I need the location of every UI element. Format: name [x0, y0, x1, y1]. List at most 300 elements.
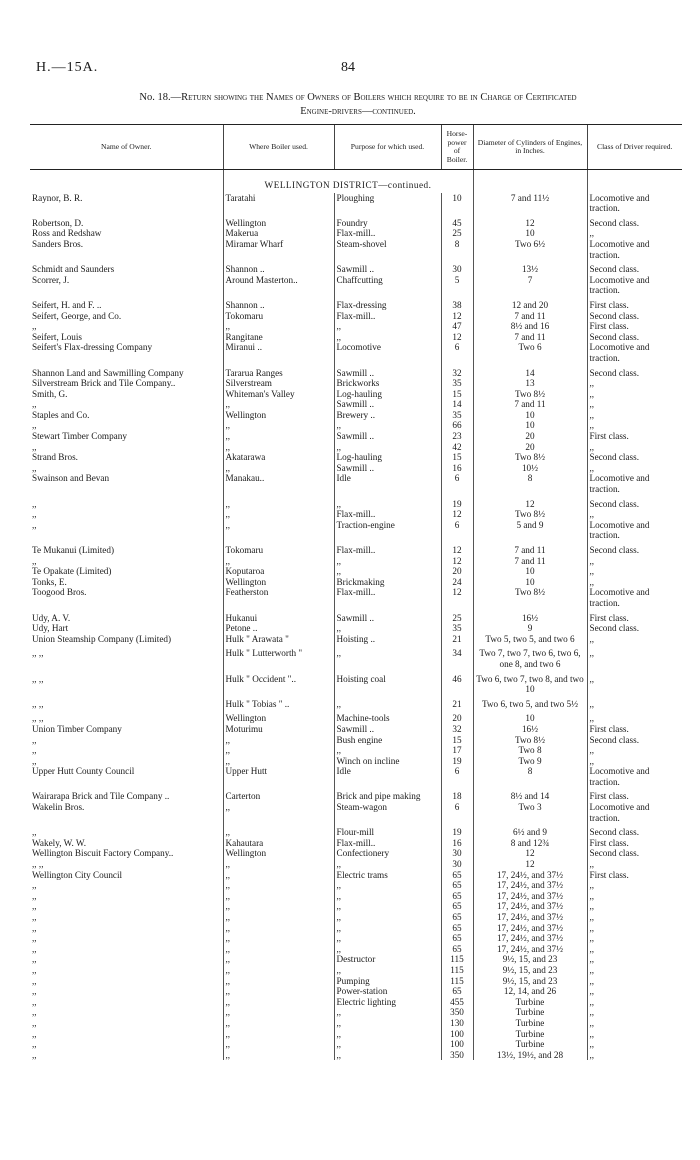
cell-class: First class.: [587, 791, 682, 802]
cell-diameter: 12: [473, 499, 587, 510]
cell-owner: ,,: [32, 420, 37, 431]
cell-diameter: 10: [473, 228, 587, 239]
cell-horsepower: 10: [441, 193, 473, 214]
cell-diameter: 6½ and 9: [473, 827, 587, 838]
table-row: [30, 791, 682, 802]
cell-where: ,,: [223, 420, 334, 431]
cell-purpose: Locomotive: [334, 342, 441, 363]
cell-purpose: ,,: [334, 420, 441, 431]
cell-horsepower: 20: [441, 566, 473, 577]
cell-purpose: Steam-shovel: [334, 239, 441, 260]
cell-where: Tokomaru: [223, 311, 334, 322]
cell-owner: ,,: [32, 996, 37, 1007]
table-row: [30, 891, 682, 902]
table-row: [30, 976, 682, 987]
cell-purpose: Sawmill ..: [334, 613, 441, 624]
cell-diameter: Two 7, two 7, two 6, two 6, one 8, and two 6: [473, 648, 587, 669]
cell-purpose: ,,: [334, 965, 441, 976]
cell-diameter: 17, 24½, and 37½: [473, 923, 587, 934]
cell-owner: Sanders Bros.: [32, 238, 84, 249]
table-row: [30, 218, 682, 229]
title-line1: Return showing the Names of Owners of Boilers which require to be in Charge of Certificated: [181, 92, 577, 103]
table-row: [30, 1029, 682, 1040]
cell-horsepower: 15: [441, 389, 473, 400]
cell-horsepower: 30: [441, 264, 473, 275]
cell-owner: ,,: [32, 555, 37, 566]
table-row: [30, 724, 682, 735]
table-row: [30, 965, 682, 976]
cell-owner: ,, ,,: [32, 698, 44, 709]
table-row: [30, 556, 682, 567]
table-title: [28, 91, 688, 119]
cell-diameter: Two 6½: [473, 239, 587, 260]
cell-where: ,,: [223, 399, 334, 410]
cell-purpose: ,,: [334, 859, 441, 870]
cell-class: ,,: [587, 420, 682, 431]
cell-where: ,,: [223, 463, 334, 474]
cell-diameter: 9: [473, 623, 587, 634]
cell-purpose: ,,: [334, 891, 441, 902]
cell-horsepower: 46: [441, 674, 473, 695]
cell-horsepower: 65: [441, 901, 473, 912]
cell-diameter: 8: [473, 473, 587, 494]
cell-where: ,,: [223, 912, 334, 923]
cell-class: First class.: [587, 613, 682, 624]
cell-purpose: Sawmill ..: [334, 264, 441, 275]
cell-purpose: Flax-mill..: [334, 509, 441, 520]
cell-purpose: ,,: [334, 1018, 441, 1029]
cell-purpose: Brick and pipe making: [334, 791, 441, 802]
cell-class: ,,: [587, 648, 682, 669]
cell-purpose: Electric trams: [334, 870, 441, 881]
cell-horsepower: 23: [441, 431, 473, 442]
cell-horsepower: 6: [441, 802, 473, 823]
cell-owner: Seifert, George, and Co.: [32, 310, 122, 321]
table-row: [30, 420, 682, 431]
table-row: [30, 623, 682, 634]
cell-owner: Union Steamship Company (Limited): [32, 633, 172, 644]
table-row: [30, 342, 682, 363]
cell-diameter: 7 and 11: [473, 556, 587, 567]
cell-owner: ,,: [32, 964, 37, 975]
cell-horsepower: 18: [441, 791, 473, 802]
table-row: [30, 410, 682, 421]
cell-purpose: Pumping: [334, 976, 441, 987]
cell-purpose: Flax-dressing: [334, 300, 441, 311]
cell-diameter: 10: [473, 577, 587, 588]
cell-class: First class.: [587, 300, 682, 311]
table-row: [30, 431, 682, 442]
cell-horsepower: 38: [441, 300, 473, 311]
cell-purpose: Power-station: [334, 986, 441, 997]
cell-purpose: Flax-mill..: [334, 545, 441, 556]
cell-owner: ,,: [32, 498, 37, 509]
cell-purpose: Flax-mill..: [334, 587, 441, 608]
cell-where: Miranui ..: [223, 342, 334, 363]
cell-class: Locomotive and traction.: [587, 587, 682, 608]
cell-where: Taratahi: [223, 193, 334, 214]
cell-diameter: 7 and 11: [473, 311, 587, 322]
table-row: [30, 756, 682, 767]
col-header-diameter: Diameter of Cylinders of Engines, in Inches.: [473, 125, 587, 170]
cell-horsepower: 24: [441, 577, 473, 588]
cell-class: ,,: [587, 745, 682, 756]
cell-where: Whiteman's Valley: [223, 389, 334, 400]
cell-class: Locomotive and traction.: [587, 766, 682, 787]
cell-owner: Schmidt and Saunders: [32, 264, 115, 275]
cell-horsepower: 16: [441, 463, 473, 474]
cell-where: Hulk " Lutterworth ": [223, 648, 334, 669]
cell-where: Manakau..: [223, 473, 334, 494]
table-row: [30, 901, 682, 912]
cell-horsepower: 15: [441, 735, 473, 746]
cell-purpose: Flour-mill: [334, 827, 441, 838]
cell-class: ,,: [587, 912, 682, 923]
cell-purpose: ,,: [334, 556, 441, 567]
cell-horsepower: 19: [441, 499, 473, 510]
cell-horsepower: 25: [441, 228, 473, 239]
cell-purpose: ,,: [334, 699, 441, 710]
cell-purpose: Log-hauling: [334, 389, 441, 400]
table-row: [30, 713, 682, 724]
table-row: [30, 802, 682, 823]
cell-class: Second class.: [587, 452, 682, 463]
cell-where: Tararua Ranges: [223, 368, 334, 379]
cell-where: Hulk " Tobias " ..: [223, 699, 334, 710]
cell-purpose: Winch on incline: [334, 756, 441, 767]
cell-owner: Wairarapa Brick and Tile Company ..: [32, 791, 170, 802]
table-row: [30, 766, 682, 787]
cell-purpose: ,,: [334, 944, 441, 955]
cell-diameter: 12: [473, 218, 587, 229]
cell-owner: ,,: [32, 462, 37, 473]
cell-diameter: Two 3: [473, 802, 587, 823]
table-row: [30, 1039, 682, 1050]
cell-class: ,,: [587, 634, 682, 645]
cell-horsepower: 65: [441, 891, 473, 902]
cell-where: Hukanui: [223, 613, 334, 624]
cell-where: Petone ..: [223, 623, 334, 634]
cell-horsepower: 12: [441, 311, 473, 322]
table-row: [30, 332, 682, 343]
cell-diameter: Two 8½: [473, 735, 587, 746]
title-prefix: No. 18.—: [139, 92, 182, 103]
table-row: [30, 954, 682, 965]
cell-horsepower: 65: [441, 944, 473, 955]
cell-diameter: 9½, 15, and 23: [473, 965, 587, 976]
cell-horsepower: 25: [441, 613, 473, 624]
cell-diameter: 17, 24½, and 37½: [473, 880, 587, 891]
cell-purpose: ,,: [334, 923, 441, 934]
cell-class: Second class.: [587, 623, 682, 634]
cell-owner: ,,: [32, 954, 37, 965]
table-row: [30, 933, 682, 944]
cell-class: First class.: [587, 724, 682, 735]
cell-owner: ,,: [32, 1017, 37, 1028]
cell-diameter: 7 and 11: [473, 545, 587, 556]
cell-purpose: Flax-mill..: [334, 228, 441, 239]
cell-where: Wellington: [223, 713, 334, 724]
cell-diameter: Turbine: [473, 1018, 587, 1029]
cell-owner: ,,: [32, 519, 37, 530]
table-row: [30, 674, 682, 695]
cell-where: Wellington: [223, 410, 334, 421]
cell-class: Locomotive and traction.: [587, 239, 682, 260]
table-row: [30, 228, 682, 239]
table-row: [30, 321, 682, 332]
cell-where: ,,: [223, 986, 334, 997]
cell-owner: Wakely, W. W.: [32, 837, 87, 848]
cell-where: Featherston: [223, 587, 334, 608]
cell-horsepower: 100: [441, 1029, 473, 1040]
table-row: [30, 634, 682, 645]
cell-owner: ,,: [32, 1028, 37, 1039]
cell-diameter: Two 6, two 7, two 8, and two 10: [473, 674, 587, 695]
cell-where: ,,: [223, 735, 334, 746]
cell-owner: ,,: [32, 1049, 37, 1060]
cell-class: ,,: [587, 1007, 682, 1018]
cell-purpose: ,,: [334, 933, 441, 944]
table-row: [30, 463, 682, 474]
cell-purpose: ,,: [334, 566, 441, 577]
cell-diameter: 7: [473, 275, 587, 296]
cell-horsepower: 12: [441, 556, 473, 567]
table-row: [30, 944, 682, 955]
cell-purpose: Idle: [334, 766, 441, 787]
cell-owner: Wakelin Bros.: [32, 802, 85, 813]
cell-owner: Seifert, Louis: [32, 331, 83, 342]
cell-diameter: Two 9: [473, 756, 587, 767]
cell-class: Second class.: [587, 848, 682, 859]
cell-diameter: 5 and 9: [473, 520, 587, 541]
cell-horsepower: 45: [441, 218, 473, 229]
cell-class: First class.: [587, 431, 682, 442]
cell-diameter: 17, 24½, and 37½: [473, 891, 587, 902]
cell-where: ,,: [223, 1050, 334, 1061]
cell-owner: ,,: [32, 943, 37, 954]
cell-diameter: 12: [473, 859, 587, 870]
table-row: [30, 648, 682, 669]
cell-owner: Upper Hutt County Council: [32, 766, 135, 777]
cell-diameter: 17, 24½, and 37½: [473, 912, 587, 923]
cell-owner: ,,: [32, 986, 37, 997]
cell-owner: Robertson, D.: [32, 217, 84, 228]
cell-owner: Raynor, B. R.: [32, 192, 83, 203]
cell-purpose: ,,: [334, 648, 441, 669]
cell-where: Upper Hutt: [223, 766, 334, 787]
cell-owner: Strand Bros.: [32, 452, 78, 463]
col-header-class: Class of Driver required.: [587, 125, 682, 170]
cell-horsepower: 100: [441, 1039, 473, 1050]
cell-owner: Te Mukanui (Limited): [32, 545, 115, 555]
cell-horsepower: 34: [441, 648, 473, 669]
cell-where: Kahautara: [223, 838, 334, 849]
table-row: [30, 300, 682, 311]
cell-horsepower: 30: [441, 859, 473, 870]
table-row: [30, 859, 682, 870]
cell-where: ,,: [223, 802, 334, 823]
cell-where: Akatarawa: [223, 452, 334, 463]
cell-purpose: ,,: [334, 1007, 441, 1018]
table-row: [30, 1018, 682, 1029]
cell-horsepower: 12: [441, 545, 473, 556]
district-heading: WELLINGTON DISTRICT—continued.: [223, 170, 473, 193]
cell-class: ,,: [587, 577, 682, 588]
cell-diameter: 17, 24½, and 37½: [473, 933, 587, 944]
cell-horsepower: 32: [441, 724, 473, 735]
cell-diameter: 10: [473, 410, 587, 421]
cell-class: Locomotive and traction.: [587, 802, 682, 823]
cell-horsepower: 65: [441, 923, 473, 934]
cell-class: Second class.: [587, 545, 682, 556]
cell-purpose: ,,: [334, 1039, 441, 1050]
cell-diameter: 14: [473, 368, 587, 379]
cell-owner: Seifert's Flax-dressing Company: [32, 342, 153, 353]
cell-class: ,,: [587, 1039, 682, 1050]
cell-horsepower: 12: [441, 332, 473, 343]
cell-purpose: Brickworks: [334, 378, 441, 389]
cell-diameter: 13½, 19½, and 28: [473, 1050, 587, 1061]
cell-diameter: 8 and 12¾: [473, 838, 587, 849]
cell-class: ,,: [587, 1018, 682, 1029]
cell-horsepower: 6: [441, 342, 473, 363]
cell-owner: ,,: [32, 1039, 37, 1050]
cell-horsepower: 130: [441, 1018, 473, 1029]
cell-diameter: 13½: [473, 264, 587, 275]
cell-owner: ,, ,,: [32, 859, 44, 870]
cell-owner: ,, ,,: [32, 713, 44, 724]
cell-diameter: Two 6: [473, 342, 587, 363]
cell-diameter: 7 and 11: [473, 399, 587, 410]
cell-diameter: 7 and 11½: [473, 193, 587, 214]
table-row: [30, 368, 682, 379]
cell-where: ,,: [223, 1007, 334, 1018]
cell-owner: ,,: [32, 321, 37, 332]
cell-where: ,,: [223, 1039, 334, 1050]
col-header-where: Where Boiler used.: [223, 125, 334, 170]
cell-purpose: ,,: [334, 912, 441, 923]
cell-owner: ,,: [32, 912, 37, 922]
cell-diameter: 16½: [473, 613, 587, 624]
cell-purpose: Sawmill ..: [334, 399, 441, 410]
cell-where: Rangitane: [223, 332, 334, 343]
cell-where: Shannon ..: [223, 264, 334, 275]
cell-where: ,,: [223, 933, 334, 944]
cell-class: ,,: [587, 901, 682, 912]
cell-horsepower: 21: [441, 634, 473, 645]
cell-purpose: Hoisting ..: [334, 634, 441, 645]
cell-class: Second class.: [587, 332, 682, 343]
table-row: [30, 827, 682, 838]
table-row: [30, 848, 682, 859]
cell-where: Makerua: [223, 228, 334, 239]
table-row: [30, 239, 682, 260]
cell-purpose: Sawmill ..: [334, 368, 441, 379]
table-row: [30, 1050, 682, 1061]
cell-owner: Wellington Biscuit Factory Company..: [32, 848, 174, 859]
cell-horsepower: 115: [441, 954, 473, 965]
cell-where: ,,: [223, 442, 334, 453]
cell-diameter: Turbine: [473, 1007, 587, 1018]
cell-purpose: ,,: [334, 332, 441, 343]
cell-where: ,,: [223, 923, 334, 934]
cell-horsepower: 20: [441, 713, 473, 724]
cell-class: Second class.: [587, 499, 682, 510]
cell-class: ,,: [587, 566, 682, 577]
cell-diameter: 10: [473, 713, 587, 724]
table-row: [30, 399, 682, 410]
table-row: [30, 264, 682, 275]
table-row: [30, 880, 682, 891]
cell-horsepower: 14: [441, 399, 473, 410]
cell-horsepower: 19: [441, 827, 473, 838]
cell-diameter: Two 5, two 5, and two 6: [473, 634, 587, 645]
cell-purpose: Bush engine: [334, 735, 441, 746]
table-row: [30, 577, 682, 588]
cell-where: ,,: [223, 745, 334, 756]
cell-horsepower: 35: [441, 410, 473, 421]
cell-where: ,,: [223, 954, 334, 965]
cell-horsepower: 65: [441, 880, 473, 891]
cell-diameter: 20: [473, 431, 587, 442]
cell-owner: Wellington City Council: [32, 869, 123, 880]
cell-where: Wellington: [223, 848, 334, 859]
cell-diameter: 20: [473, 442, 587, 453]
cell-owner: ,,: [32, 755, 37, 766]
cell-diameter: Turbine: [473, 1029, 587, 1040]
cell-where: Moturimu: [223, 724, 334, 735]
cell-purpose: Flax-mill..: [334, 838, 441, 849]
cell-owner: ,,: [32, 933, 37, 944]
title-line2: Engine-drivers—continued.: [300, 106, 416, 117]
cell-diameter: 17, 24½, and 37½: [473, 870, 587, 881]
cell-class: Locomotive and traction.: [587, 520, 682, 541]
cell-owner: Silverstream Brick and Tile Company..: [32, 378, 176, 389]
table-row: [30, 389, 682, 400]
cell-diameter: 12 and 20: [473, 300, 587, 311]
cell-where: Silverstream: [223, 378, 334, 389]
cell-class: ,,: [587, 965, 682, 976]
cell-class: ,,: [587, 880, 682, 891]
cell-owner: Ross and Redshaw: [32, 228, 102, 239]
cell-owner: Scorrer, J.: [32, 274, 70, 285]
col-header-purpose: Purpose for which used.: [334, 125, 441, 170]
cell-where: Hulk " Arawata ": [223, 634, 334, 645]
cell-horsepower: 19: [441, 756, 473, 767]
cell-purpose: Hoisting coal: [334, 674, 441, 695]
cell-horsepower: 32: [441, 368, 473, 379]
cell-diameter: 16½: [473, 724, 587, 735]
cell-where: ,,: [223, 556, 334, 567]
cell-class: ,,: [587, 713, 682, 724]
cell-diameter: Turbine: [473, 997, 587, 1008]
table-row: [30, 378, 682, 389]
cell-class: Second class.: [587, 264, 682, 275]
cell-diameter: 10½: [473, 463, 587, 474]
cell-purpose: Foundry: [334, 218, 441, 229]
cell-class: ,,: [587, 891, 682, 902]
cell-purpose: Traction-engine: [334, 520, 441, 541]
table-row: [30, 870, 682, 881]
cell-diameter: Two 8½: [473, 587, 587, 608]
cell-owner: ,,: [32, 827, 37, 838]
boiler-owners-table: [30, 124, 682, 1060]
cell-owner: Toogood Bros.: [32, 587, 87, 598]
cell-diameter: Turbine: [473, 1039, 587, 1050]
cell-purpose: Flax-mill..: [334, 311, 441, 322]
cell-horsepower: 16: [441, 838, 473, 849]
cell-where: ,,: [223, 1029, 334, 1040]
